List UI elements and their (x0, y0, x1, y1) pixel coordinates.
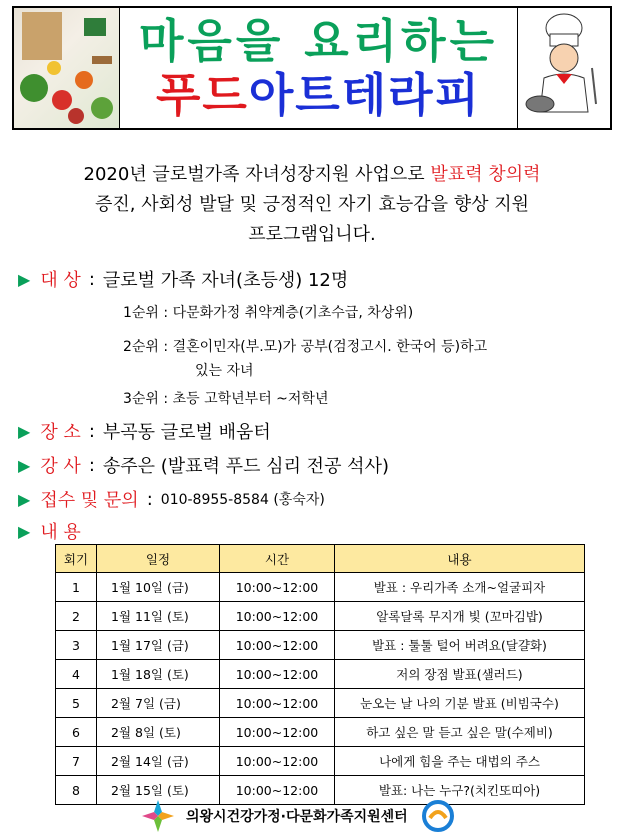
contact-row: ▶ 접수 및 문의 : 010-8955-8584 (홍숙자) (18, 486, 325, 512)
date-cell: 2월 7일 (금) (97, 689, 220, 718)
priority-item: 1순위 : 다문화가정 취약계층(기초수급, 차상위) (123, 305, 414, 321)
schedule-table (55, 544, 585, 805)
content-cell: 발표: 나는 누구?(치킨또띠아) (335, 776, 585, 805)
place-row: ▶ 장 소 : 부곡동 글로벌 배움터 (18, 418, 271, 444)
date-cell: 2월 15일 (토) (97, 776, 220, 805)
target-row: ▶ 대 상 : 글로벌 가족 자녀(초등생) 12명 (18, 266, 348, 292)
title-blue-part: 아트테라피 (248, 68, 482, 122)
priority-item-cont: 있는 자녀 (195, 363, 254, 379)
contact-label: 접수 및 문의 (40, 490, 139, 511)
date-cell: 1월 18일 (토) (97, 660, 220, 689)
time-cell: 10:00~12:00 (220, 689, 335, 718)
target-label: 대 상 (40, 270, 81, 291)
title-line2 (156, 68, 481, 122)
org-name: 의왕시건강가정·다문화가족지원센터 (186, 809, 408, 825)
intro-text (0, 160, 624, 250)
header-banner (12, 6, 612, 130)
priority-item: 3순위 : 초등 고학년부터 ~저학년 (123, 391, 329, 407)
arrow-icon: ▶ (18, 521, 31, 541)
date-cell: 1월 11일 (토) (97, 602, 220, 631)
table-row (56, 747, 585, 776)
instructor-label: 강 사 (40, 456, 81, 477)
header-time: 시간 (220, 545, 335, 573)
date-cell: 2월 8일 (토) (97, 718, 220, 747)
center-logo-icon (420, 798, 456, 834)
date-cell: 2월 14일 (금) (97, 747, 220, 776)
time-cell: 10:00~12:00 (220, 747, 335, 776)
chef-illustration (518, 8, 610, 128)
content-label: 내 용 (40, 522, 81, 543)
arrow-icon: ▶ (18, 455, 31, 475)
date-cell: 1월 10일 (금) (97, 573, 220, 602)
table-header-row (56, 545, 585, 573)
content-cell: 하고 싶은 말 듣고 싶은 말(수제비) (335, 718, 585, 747)
intro-line2: 증진, 사회성 발달 및 긍정적인 자기 효능감을 향상 지원 (94, 194, 530, 215)
session-cell: 6 (56, 718, 97, 747)
session-cell: 8 (56, 776, 97, 805)
time-cell: 10:00~12:00 (220, 776, 335, 805)
title-block (120, 8, 518, 128)
session-cell: 2 (56, 602, 97, 631)
session-cell: 1 (56, 573, 97, 602)
time-cell: 10:00~12:00 (220, 602, 335, 631)
priority-item: 2순위 : 결혼이민자(부.모)가 공부(검정고시. 한국어 등)하고 (123, 339, 488, 355)
instructor-row: ▶ 강 사 : 송주은 (발표력 푸드 심리 전공 석사) (18, 452, 389, 478)
content-cell: 눈오는 날 나의 기분 발표 (비빔국수) (335, 689, 585, 718)
vegetables-image (14, 8, 120, 128)
contact-value: 010-8955-8584 (홍숙자) (160, 492, 325, 508)
intro-highlight: 발표력 창의력 (430, 164, 541, 185)
time-cell: 10:00~12:00 (220, 718, 335, 747)
content-cell: 알록달록 무지개 빛 (꼬마김밥) (335, 602, 585, 631)
place-label: 장 소 (40, 422, 81, 443)
title-line1: 마음을 요리하는 (138, 14, 499, 68)
time-cell: 10:00~12:00 (220, 660, 335, 689)
content-cell: 발표 : 툴툴 털어 버려요(달걀화) (335, 631, 585, 660)
instructor-value: 송주은 (발표력 푸드 심리 전공 석사) (102, 456, 389, 477)
content-cell: 저의 장점 발표(샐러드) (335, 660, 585, 689)
content-cell: 나에게 힘을 주는 대법의 주스 (335, 747, 585, 776)
table-row (56, 631, 585, 660)
session-cell: 7 (56, 747, 97, 776)
header-session: 회기 (56, 545, 97, 573)
title-red-part: 푸드 (155, 68, 249, 122)
table-row (56, 689, 585, 718)
session-cell: 5 (56, 689, 97, 718)
date-cell: 1월 17일 (금) (97, 631, 220, 660)
arrow-icon: ▶ (18, 421, 31, 441)
header-content: 내용 (335, 545, 585, 573)
target-value: 글로벌 가족 자녀(초등생) 12명 (102, 270, 349, 291)
table-row (56, 573, 585, 602)
intro-line3: 프로그램입니다. (248, 224, 376, 245)
place-value: 부곡동 글로벌 배움터 (102, 422, 271, 443)
time-cell: 10:00~12:00 (220, 573, 335, 602)
org-logo-icon (138, 796, 178, 836)
table-row (56, 602, 585, 631)
content-cell: 발표 : 우리가족 소개~얼굴피자 (335, 573, 585, 602)
arrow-icon: ▶ (18, 489, 31, 509)
time-cell: 10:00~12:00 (220, 631, 335, 660)
header-date: 일정 (97, 545, 220, 573)
intro-line1: 2020년 글로벌가족 자녀성장지원 사업으로 발표력 창의력 (83, 164, 541, 185)
session-cell: 3 (56, 631, 97, 660)
table-row (56, 718, 585, 747)
arrow-icon: ▶ (18, 269, 31, 289)
content-row (18, 518, 81, 544)
table-row (56, 660, 585, 689)
session-cell: 4 (56, 660, 97, 689)
footer (138, 796, 456, 836)
